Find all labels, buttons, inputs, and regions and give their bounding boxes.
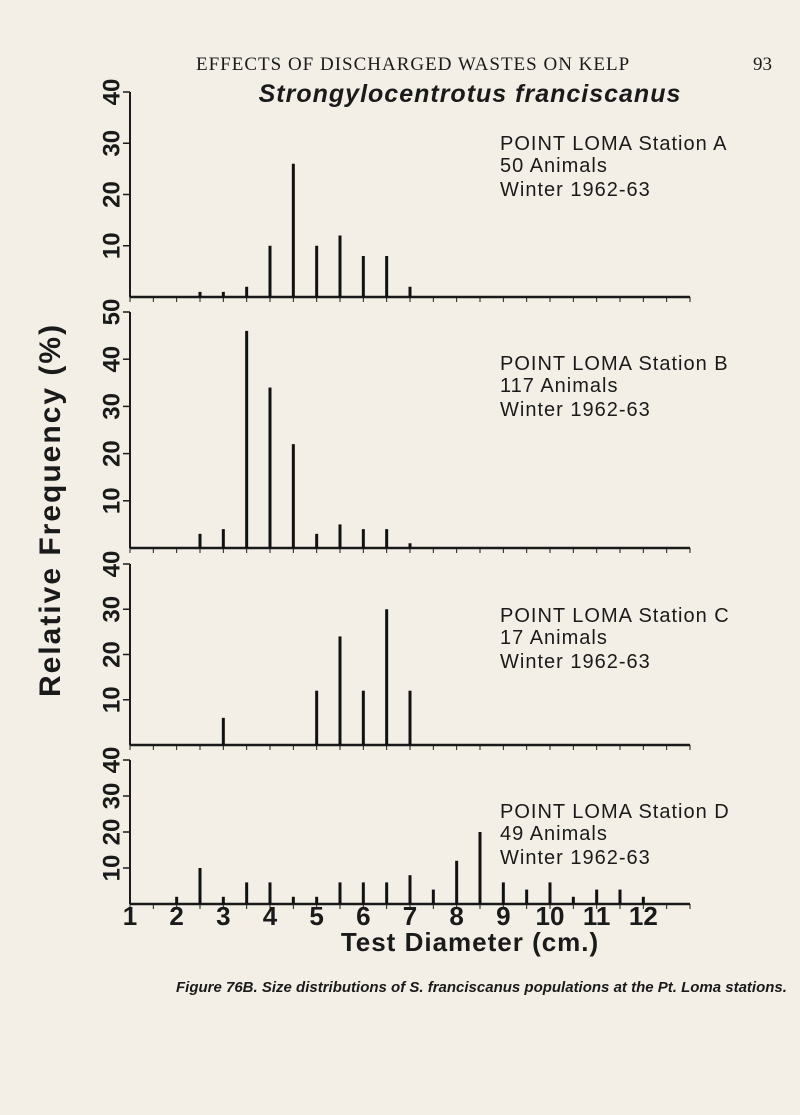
bar <box>339 524 342 548</box>
season-label: Winter 1962-63 <box>500 651 651 673</box>
x-tick-label: 7 <box>402 901 418 931</box>
animals-count: 50 Animals <box>500 155 608 177</box>
panel-b <box>99 299 729 553</box>
y-tick-label: 10 <box>98 686 126 714</box>
x-tick-label: 2 <box>169 901 184 931</box>
x-tick-label: 10 <box>535 901 565 931</box>
x-tick-label: 9 <box>496 901 511 931</box>
x-axis-label: Test Diameter (cm.) <box>340 927 600 957</box>
bar <box>315 691 318 745</box>
bar <box>409 287 412 297</box>
bar <box>385 529 388 548</box>
y-tick-label: 40 <box>98 345 126 373</box>
bar <box>292 897 295 904</box>
bar <box>409 691 412 745</box>
y-tick-label: 10 <box>98 487 126 515</box>
station-label: POINT LOMA Station D <box>500 801 730 823</box>
y-tick-label: 50 <box>98 298 126 326</box>
bar <box>315 246 318 297</box>
station-label: POINT LOMA Station C <box>500 605 730 627</box>
x-tick-label: 3 <box>216 901 231 931</box>
panel-d <box>99 747 730 909</box>
bar <box>339 636 342 745</box>
bar <box>315 534 318 548</box>
bar <box>339 236 342 298</box>
season-label: Winter 1962-63 <box>500 847 651 869</box>
season-label: Winter 1962-63 <box>500 399 651 421</box>
station-label: POINT LOMA Station A <box>500 133 728 155</box>
y-tick-label: 10 <box>98 854 126 882</box>
y-tick-label: 30 <box>98 393 126 420</box>
bar <box>245 331 248 548</box>
y-tick-label: 30 <box>98 782 126 810</box>
bar <box>479 832 482 904</box>
bar <box>572 897 575 904</box>
x-tick-label: 11 <box>582 901 611 931</box>
y-tick-label: 30 <box>98 595 126 623</box>
bar <box>199 868 202 904</box>
animals-count: 17 Animals <box>500 627 608 649</box>
y-tick-label: 20 <box>98 818 126 846</box>
bar <box>222 718 225 745</box>
running-head: EFFECTS OF DISCHARGED WASTES ON KELP <box>196 54 631 75</box>
y-tick-label: 20 <box>98 641 126 668</box>
y-tick-label: 40 <box>98 78 126 106</box>
bar <box>385 609 388 745</box>
y-tick-label: 40 <box>98 746 126 774</box>
bar <box>339 882 342 904</box>
bar <box>292 444 295 548</box>
bar <box>385 882 388 904</box>
bar <box>385 256 388 297</box>
station-label: POINT LOMA Station B <box>500 353 729 375</box>
page-number: 93 <box>753 54 772 75</box>
animals-count: 117 Animals <box>500 375 619 397</box>
bar <box>362 529 365 548</box>
chart-title: Strongylocentrotus franciscanus <box>258 80 682 108</box>
x-tick-label: 8 <box>449 901 464 931</box>
x-tick-label: 6 <box>356 901 371 931</box>
bar <box>269 388 272 548</box>
x-tick-label: 5 <box>309 901 324 931</box>
bar <box>432 890 435 904</box>
bar <box>455 861 458 904</box>
bar <box>199 534 202 548</box>
x-tick-label: 12 <box>628 901 658 931</box>
panel-a <box>99 79 728 302</box>
bar <box>292 164 295 297</box>
y-axis-label: Relative Frequency (%) <box>34 322 67 698</box>
animals-count: 49 Animals <box>500 823 608 845</box>
bar <box>199 292 202 297</box>
bar <box>409 543 412 548</box>
y-tick-label: 40 <box>98 550 126 578</box>
bar <box>245 287 248 297</box>
bar <box>362 256 365 297</box>
bar <box>525 890 528 904</box>
y-tick-label: 20 <box>98 181 126 208</box>
x-tick-label: 1 <box>122 901 138 931</box>
figure-caption: Figure 76B. Size distributions of S. franciscanus populations at the Pt. Loma stations. <box>176 979 787 996</box>
y-tick-label: 30 <box>98 129 126 157</box>
bar <box>409 875 412 904</box>
bar <box>269 246 272 297</box>
panel-c <box>99 551 730 750</box>
bar <box>619 890 622 904</box>
season-label: Winter 1962-63 <box>500 179 651 201</box>
bar <box>362 691 365 745</box>
y-tick-label: 10 <box>98 232 126 260</box>
bar <box>222 292 225 297</box>
bar <box>245 882 248 904</box>
bar <box>222 529 225 548</box>
x-tick-label: 4 <box>262 901 278 931</box>
y-tick-label: 20 <box>98 440 126 467</box>
